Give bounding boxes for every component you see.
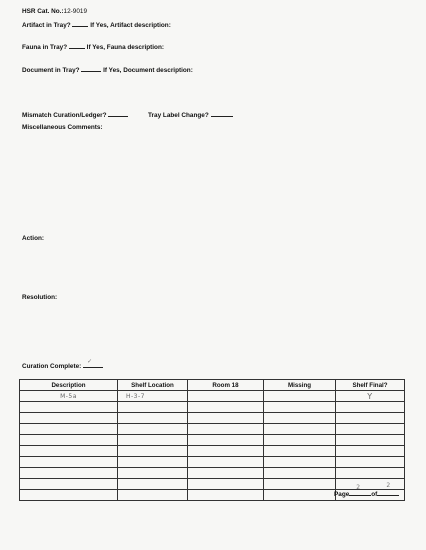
table-header-row (20, 380, 405, 391)
catalog-label: HSR Cat. No.: (22, 8, 64, 15)
curation-complete-check: ✓ (87, 358, 93, 365)
col-missing: Missing (264, 380, 336, 391)
table-cell[interactable] (188, 435, 264, 446)
table-cell[interactable] (336, 413, 405, 424)
fauna-description-label: If Yes, Fauna description: (86, 44, 164, 51)
table-cell[interactable] (20, 468, 118, 479)
table-cell[interactable] (188, 479, 264, 490)
table-cell[interactable] (336, 435, 405, 446)
table-cell[interactable] (118, 457, 188, 468)
table-cell[interactable] (118, 402, 188, 413)
table-cell[interactable] (20, 435, 118, 446)
col-shelf-final: Shelf Final? (336, 380, 405, 391)
table-cell[interactable] (264, 424, 336, 435)
table-cell[interactable] (188, 391, 264, 402)
mismatch-blank[interactable] (108, 110, 128, 117)
curation-complete-blank[interactable] (83, 358, 103, 368)
table-cell[interactable] (188, 413, 264, 424)
table-cell[interactable] (20, 446, 118, 457)
table-cell[interactable] (118, 435, 188, 446)
document-line (22, 65, 193, 74)
table-row (20, 413, 405, 424)
table-cell[interactable] (118, 490, 188, 501)
table-cell[interactable] (188, 446, 264, 457)
table-cell[interactable] (188, 424, 264, 435)
misc-comments-label: Miscellaneous Comments: (22, 124, 103, 131)
table-row (20, 457, 405, 468)
fauna-blank[interactable] (69, 42, 85, 49)
table-row (20, 446, 405, 457)
artifact-question: Artifact in Tray? (22, 22, 71, 29)
of-blank[interactable] (377, 482, 399, 496)
table-row (20, 402, 405, 413)
catalog-value: 12-9019 (63, 8, 88, 15)
cell-shelf-location: H-3-7 (126, 392, 145, 400)
document-blank[interactable] (81, 65, 101, 72)
table-cell[interactable] (336, 391, 405, 402)
table-cell[interactable] (336, 424, 405, 435)
col-shelf-location: Shelf Location (118, 380, 188, 391)
fauna-question: Fauna in Tray? (22, 44, 68, 51)
table-row (20, 468, 405, 479)
of-value: 2 (386, 482, 391, 489)
table-cell[interactable] (20, 413, 118, 424)
action-label: Action: (22, 235, 45, 242)
table-cell[interactable] (336, 402, 405, 413)
table-row (20, 479, 405, 490)
table-cell[interactable] (336, 479, 405, 490)
table-cell[interactable] (118, 479, 188, 490)
table-cell[interactable] (264, 402, 336, 413)
table-cell[interactable] (336, 457, 405, 468)
table-cell[interactable] (118, 413, 188, 424)
page-value: 2 (356, 484, 361, 491)
table-cell[interactable] (118, 391, 188, 402)
artifact-line (22, 20, 171, 29)
table-cell[interactable] (264, 446, 336, 457)
table-row (20, 435, 405, 446)
table-cell[interactable] (118, 446, 188, 457)
table-cell[interactable] (188, 468, 264, 479)
table-cell[interactable] (264, 468, 336, 479)
table-cell[interactable] (20, 391, 118, 402)
mismatch-line (22, 110, 128, 119)
page-blank[interactable] (349, 484, 371, 496)
curation-complete-label: Curation Complete: (22, 363, 82, 370)
table-cell[interactable] (188, 490, 264, 501)
col-room-18: Room 18 (188, 380, 264, 391)
table-cell[interactable] (336, 446, 405, 457)
cell-description: M-5a (60, 392, 77, 400)
mismatch-label: Mismatch Curation/Ledger? (22, 112, 107, 119)
table-cell[interactable] (20, 490, 118, 501)
table-cell[interactable] (188, 402, 264, 413)
table-cell[interactable] (264, 457, 336, 468)
table-cell[interactable] (264, 479, 336, 490)
table-cell[interactable] (264, 490, 336, 501)
table-cell[interactable] (20, 479, 118, 490)
table-row (20, 424, 405, 435)
table-cell[interactable] (264, 435, 336, 446)
table-cell[interactable] (264, 413, 336, 424)
page-label: Page (334, 491, 350, 498)
inventory-table (19, 379, 405, 501)
cell-shelf-final: Y (367, 391, 373, 401)
table-cell[interactable] (20, 424, 118, 435)
table-row (20, 391, 405, 402)
page-number (334, 482, 399, 498)
tray-label-blank[interactable] (211, 110, 233, 117)
catalog-number (22, 8, 87, 15)
table-cell[interactable] (118, 468, 188, 479)
resolution-label: Resolution: (22, 294, 58, 301)
table-cell[interactable] (336, 468, 405, 479)
col-description: Description (20, 380, 118, 391)
table-cell[interactable] (20, 402, 118, 413)
tray-label-change-label: Tray Label Change? (148, 112, 209, 119)
table-cell[interactable] (264, 391, 336, 402)
table-cell[interactable] (188, 457, 264, 468)
artifact-description-label: If Yes, Artifact description: (90, 22, 171, 29)
curation-complete-line (22, 358, 103, 370)
table-cell[interactable] (20, 457, 118, 468)
document-description-label: If Yes, Document description: (103, 67, 193, 74)
document-question: Document in Tray? (22, 67, 80, 74)
tray-label-line (148, 110, 233, 119)
fauna-line (22, 42, 164, 51)
table-cell[interactable] (118, 424, 188, 435)
of-label: of (371, 491, 378, 498)
artifact-blank[interactable] (72, 20, 88, 27)
